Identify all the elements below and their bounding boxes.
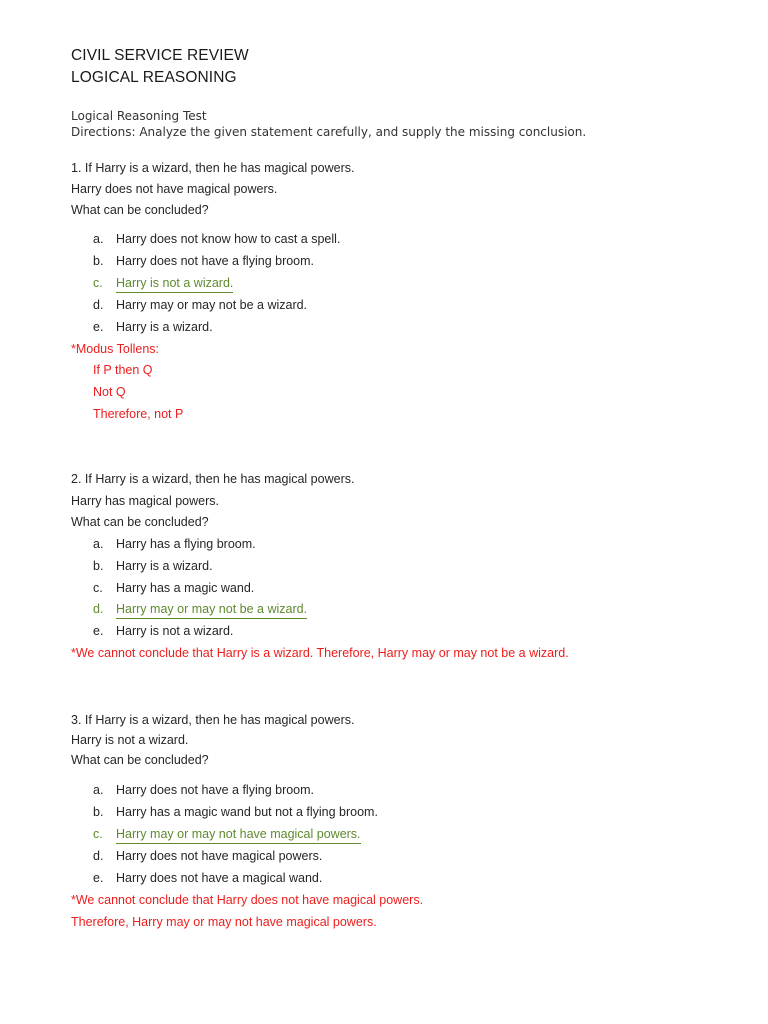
- option-letter: c.: [93, 827, 103, 841]
- option-letter: e.: [93, 624, 104, 638]
- option-letter: d.: [93, 602, 104, 616]
- option-letter: a.: [93, 537, 104, 551]
- q1-note-heading: *Modus Tollens:: [71, 342, 160, 356]
- q3-note-line: *We cannot conclude that Harry does not have magical powers.: [71, 893, 424, 907]
- option-letter: d.: [93, 849, 104, 863]
- option-text: Harry is not a wizard.: [116, 275, 233, 293]
- q1-note-line: Therefore, not P: [93, 407, 184, 421]
- test-name: Logical Reasoning Test: [71, 109, 207, 123]
- option-text: Harry does not have a flying broom.: [116, 783, 315, 797]
- option-letter: d.: [93, 298, 104, 312]
- option-text: Harry is a wizard.: [116, 559, 213, 573]
- option-letter: c.: [93, 276, 103, 290]
- option-letter: e.: [93, 320, 104, 334]
- q2-note-line: *We cannot conclude that Harry is a wizard. Therefore, Harry may or may not be a wizard.: [71, 646, 569, 660]
- option-letter: b.: [93, 805, 104, 819]
- option-text: Harry has a magic wand.: [116, 581, 255, 595]
- option-text: Harry is a wizard.: [116, 320, 213, 334]
- option-letter: a.: [93, 783, 104, 797]
- document-title: CIVIL SERVICE REVIEW: [71, 47, 249, 64]
- option-letter: a.: [93, 232, 104, 246]
- option-text: Harry may or may not be a wizard.: [116, 298, 308, 312]
- q2-stem-line: What can be concluded?: [71, 515, 209, 529]
- option-text: Harry does not know how to cast a spell.: [116, 232, 341, 246]
- document-subtitle: LOGICAL REASONING: [71, 69, 237, 86]
- option-letter: b.: [93, 559, 104, 573]
- option-text: Harry may or may not be a wizard.: [116, 601, 307, 619]
- q1-stem-line: What can be concluded?: [71, 203, 209, 217]
- option-text: Harry does not have magical powers.: [116, 849, 323, 863]
- option-text: Harry has a magic wand but not a flying broom.: [116, 805, 378, 819]
- q3-stem-line: 3. If Harry is a wizard, then he has magical powers.: [71, 713, 355, 727]
- q2-stem-line: 2. If Harry is a wizard, then he has magical powers.: [71, 472, 355, 486]
- option-letter: e.: [93, 871, 104, 885]
- q1-note-line: Not Q: [93, 385, 126, 399]
- option-text: Harry does not have a flying broom.: [116, 254, 315, 268]
- directions: Directions: Analyze the given statement carefully, and supply the missing conclusion.: [71, 125, 587, 139]
- option-text: Harry may or may not have magical powers.: [116, 826, 361, 844]
- option-text: Harry does not have a magical wand.: [116, 871, 323, 885]
- q1-note-line: If P then Q: [93, 363, 153, 377]
- option-text: Harry is not a wizard.: [116, 624, 234, 638]
- q3-stem-line: What can be concluded?: [71, 753, 209, 767]
- q1-stem-line: 1. If Harry is a wizard, then he has magical powers.: [71, 161, 355, 175]
- option-text: Harry has a flying broom.: [116, 537, 256, 551]
- q3-stem-line: Harry is not a wizard.: [71, 733, 189, 747]
- option-letter: c.: [93, 581, 103, 595]
- option-letter: b.: [93, 254, 104, 268]
- q3-note-line: Therefore, Harry may or may not have magical powers.: [71, 915, 377, 929]
- q1-stem-line: Harry does not have magical powers.: [71, 182, 278, 196]
- q2-stem-line: Harry has magical powers.: [71, 494, 219, 508]
